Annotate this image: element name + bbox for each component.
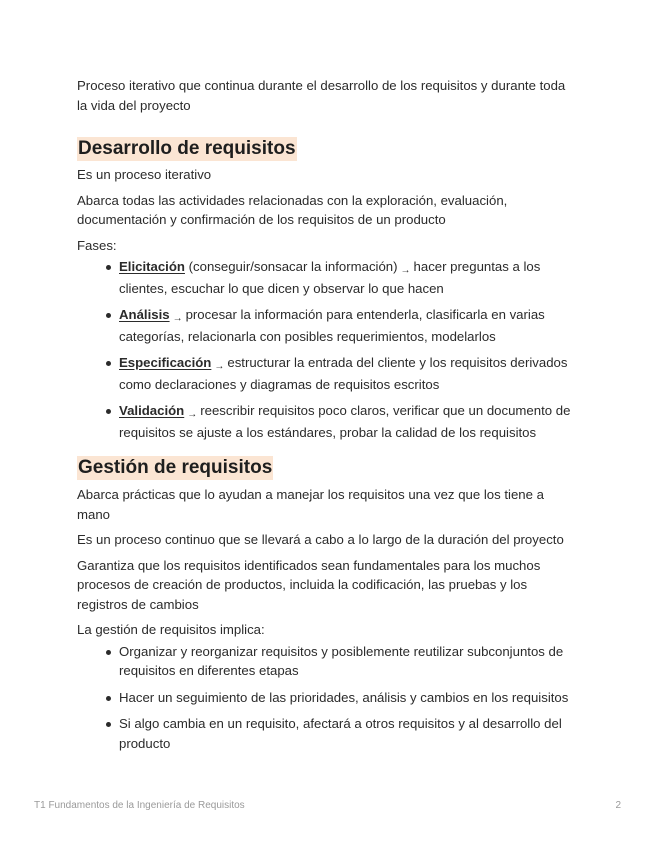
phase-text: estructurar la entrada del cliente y los requisitos derivados como declaraciones y diagramas de requisitos escritos (119, 355, 568, 392)
paragraph: Es un proceso continuo que se llevará a cabo a lo largo de la duración del proyecto (77, 532, 564, 547)
phase-text: hacer preguntas a los clientes, escuchar lo que dicen y observar lo que hacen (119, 259, 541, 296)
list-item: Hacer un seguimiento de las prioridades, análisis y cambios en los requisitos (119, 688, 577, 708)
section-desarrollo (77, 137, 577, 442)
intro-paragraph: Proceso iterativo que continua durante el desarrollo de los requisitos y durante toda la vida del proyecto (77, 78, 566, 113)
section-heading-gestion: Gestión de requisitos (78, 457, 273, 478)
paragraph: Abarca prácticas que lo ayudan a manejar los requisitos una vez que los tiene a mano (77, 487, 544, 522)
paragraph: Es un proceso iterativo (77, 167, 212, 182)
list-item: Si algo cambia en un requisito, afectará a otros requisitos y al desarrollo del producto (119, 714, 577, 753)
phase-term: Especificación (119, 355, 212, 370)
page-footer (34, 800, 621, 811)
arrow-right-icon: → (187, 409, 198, 420)
list-item (119, 305, 577, 346)
list-item (119, 401, 577, 442)
phase-text: reescribir requisitos poco claros, verificar que un documento de requisitos se ajuste a los estándares, probar la calidad de los requisitos (119, 403, 571, 440)
list-item (119, 353, 577, 394)
phase-text: procesar la información para entenderla, clasificarla en varias categorías, relacionarla con posibles requerimientos, modelarlos (119, 307, 545, 344)
page-number: 2 (615, 800, 621, 811)
paragraph: La gestión de requisitos implica: (77, 622, 265, 637)
phase-term: Análisis (119, 307, 170, 322)
section-heading-desarrollo: Desarrollo de requisitos (78, 138, 296, 159)
list-item (119, 257, 577, 298)
management-list (77, 642, 577, 754)
footer-title: T1 Fundamentos de la Ingeniería de Requisitos (34, 800, 245, 811)
section-gestion (77, 456, 577, 753)
paragraph: Garantiza que los requisitos identificados sean fundamentales para los muchos procesos de creación de productos, incluida la codificación, las pruebas y los registros de cambios (77, 557, 541, 612)
paragraph: Abarca todas las actividades relacionadas con la exploración, evaluación, documentación y confirmación de los requisitos de un producto (77, 192, 508, 227)
arrow-right-icon: → (400, 265, 411, 276)
page-content (77, 76, 577, 760)
phase-term: Validación (119, 403, 185, 418)
list-item: Organizar y reorganizar requisitos y posiblemente reutilizar subconjuntos de requisitos en diferentes etapas (119, 642, 577, 681)
arrow-right-icon: → (214, 361, 225, 372)
phase-note: (conseguir/sonsacar la información) (184, 259, 398, 274)
arrow-right-icon: → (172, 313, 183, 324)
paragraph: Fases: (77, 237, 117, 253)
phase-term: Elicitación (119, 259, 185, 274)
phases-list (77, 257, 577, 442)
